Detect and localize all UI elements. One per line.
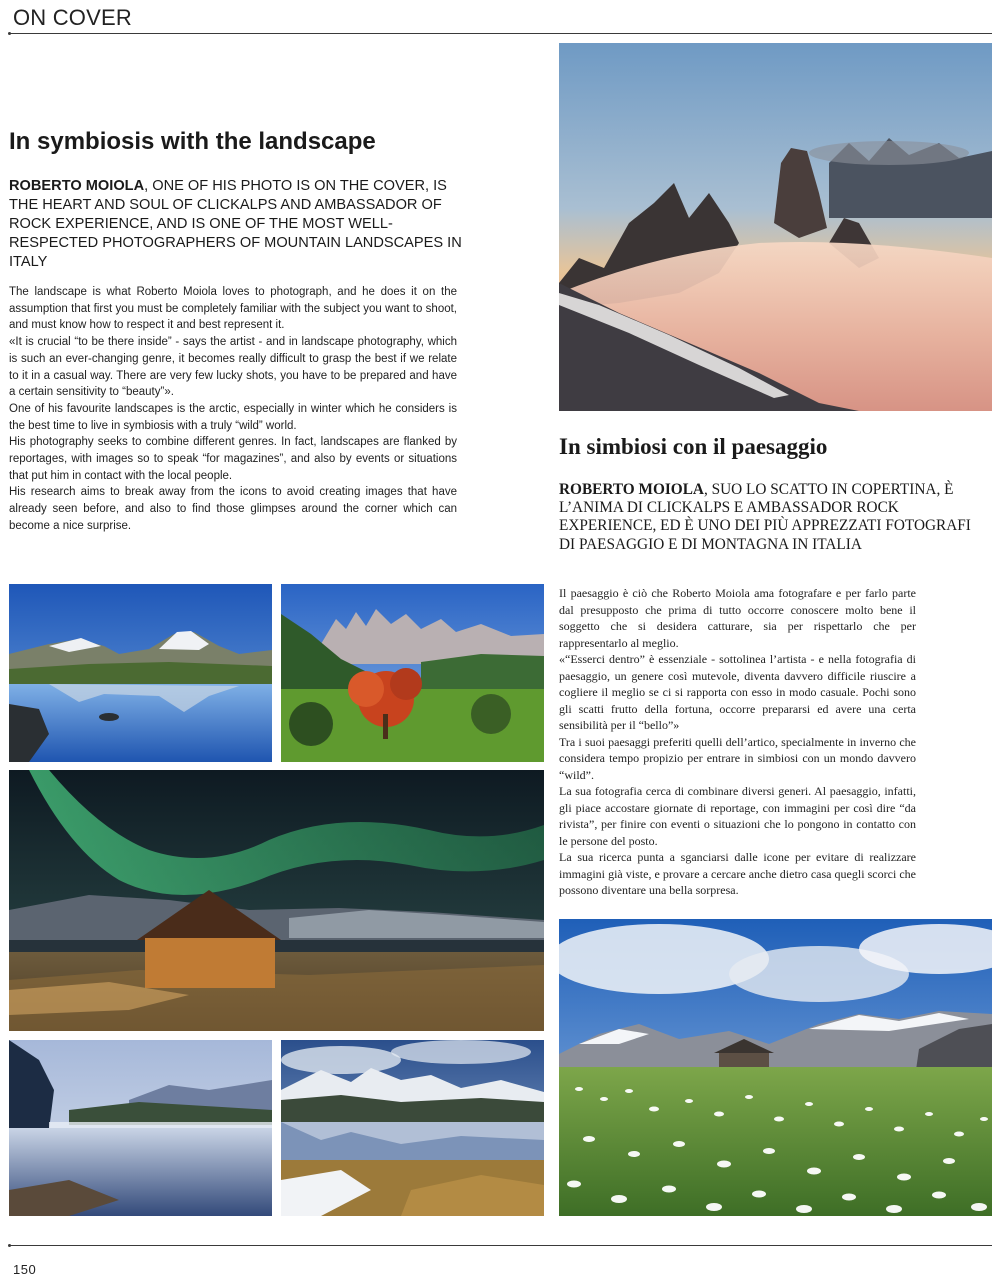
photo-snowy-reflection [281,1040,544,1216]
italian-lead-text: , SUO LO SCATTO IN COPERTINA, È L’ANIMA DI CLICKALPS E AMBASSADOR ROCK EXPERIENCE, ED È UNO DEI PIÙ APPREZZATI FOTOGRAFI DI PAESAGGIO E DI MONTAGNA IN ITALIA [559,481,971,553]
footer-rule-dot [8,1244,11,1247]
english-body [9,284,457,535]
photo-misty-lake [9,1040,272,1216]
footer-rule [9,1245,992,1246]
italian-lead [559,481,984,554]
cover-photo-dolomites-sunset [559,43,992,411]
english-lead-text: , ONE OF HIS PHOTO IS ON THE COVER, IS THE HEART AND SOUL OF CLICKALPS AND AMBASSADOR OF ROCK EXPERIENCE, AND IS ONE OF THE MOST WELL-RESPECTED PHOTOGRAPHERS OF MOUNTAIN LANDSCAPES IN ITALY [9,178,462,270]
italian-paragraph: La sua ricerca punta a sganciarsi dalle icone per evitare di realizzare immagini già viste, e provare a cercare anche dietro casa quegli scorci che possono diventare una bella sorpresa. [559,850,916,897]
english-paragraph: «It is crucial “to be there inside” - says the artist - and in landscape photography, which is such an ever-changing genre, it becomes really difficult to grasp the best if we relate to it in a casual way. There are very few lucky shots, you have to be prepared and have a certain sensitivity to “beauty”». [9,336,457,399]
english-title: In symbiosis with the landscape [9,128,376,155]
section-label: ON COVER [13,5,132,30]
photo-alpine-lake-reflection [9,584,272,762]
english-lead-name: ROBERTO MOIOLA [9,178,145,194]
italian-paragraph: «“Esserci dentro” è essenziale - sottolinea l’artista - e nella fotografia di paesaggio, un genere così mutevole, diventa davvero difficile riuscire a cogliere il meglio se ci si rapporta con esso in modo casuale. Pochi sono gli scatti frutto della fortuna, occorre prepararsi ed avere una certa sensibilità per il “bello”» [559,652,916,732]
english-paragraph: His photography seeks to combine different genres. In fact, landscapes are flanked by reportages, with images so to speak “for magazines”, and also by events or situations that put him in contact with the local people. [9,436,457,482]
italian-paragraph: La sua fotografia cerca di combinare diversi generi. Al paesaggio, infatti, gli piace accostare giornate di reportage, con immagini per così dire “da rivista”, per finire con eventi o situazioni che lo pongono in contatto con le persone del posto. [559,784,916,848]
italian-body [559,585,916,899]
english-paragraph: The landscape is what Roberto Moiola loves to photograph, and he does it on the assumption that first you must be completely familiar with the subject you want to shoot, and must know how to respect it and best represent it. [9,286,457,332]
italian-lead-name: ROBERTO MOIOLA [559,481,704,498]
english-lead [9,177,464,272]
header-rule-dot [8,32,11,35]
photo-autumn-tree-dolomites [281,584,544,762]
italian-title: In simbiosi con il paesaggio [559,434,828,459]
photo-crocus-meadow-hut [559,919,992,1216]
header-rule [9,33,992,34]
english-paragraph: His research aims to break away from the icons to avoid creating images that have already seen before, and also to find those glimpses around the corner which can become a nice surprise. [9,486,457,532]
photo-aurora-cabin [9,770,544,1031]
page-number: 150 [13,1262,37,1277]
english-paragraph: One of his favourite landscapes is the arctic, especially in winter which he considers is the best time to live in symbiosis with a truly “wild” world. [9,402,457,432]
italian-paragraph: Il paesaggio è ciò che Roberto Moiola ama fotografare e per farlo parte dal presupposto che prima di tutto occorre conoscere molto bene il soggetto che si desidera catturare, sia per rispettarlo che per rappresentarlo al meglio. [559,586,916,650]
italian-paragraph: Tra i suoi paesaggi preferiti quelli dell’artico, specialmente in inverno che considera tempo propizio per entrare in simbiosi con un mondo davvero “wild”. [559,734,916,782]
